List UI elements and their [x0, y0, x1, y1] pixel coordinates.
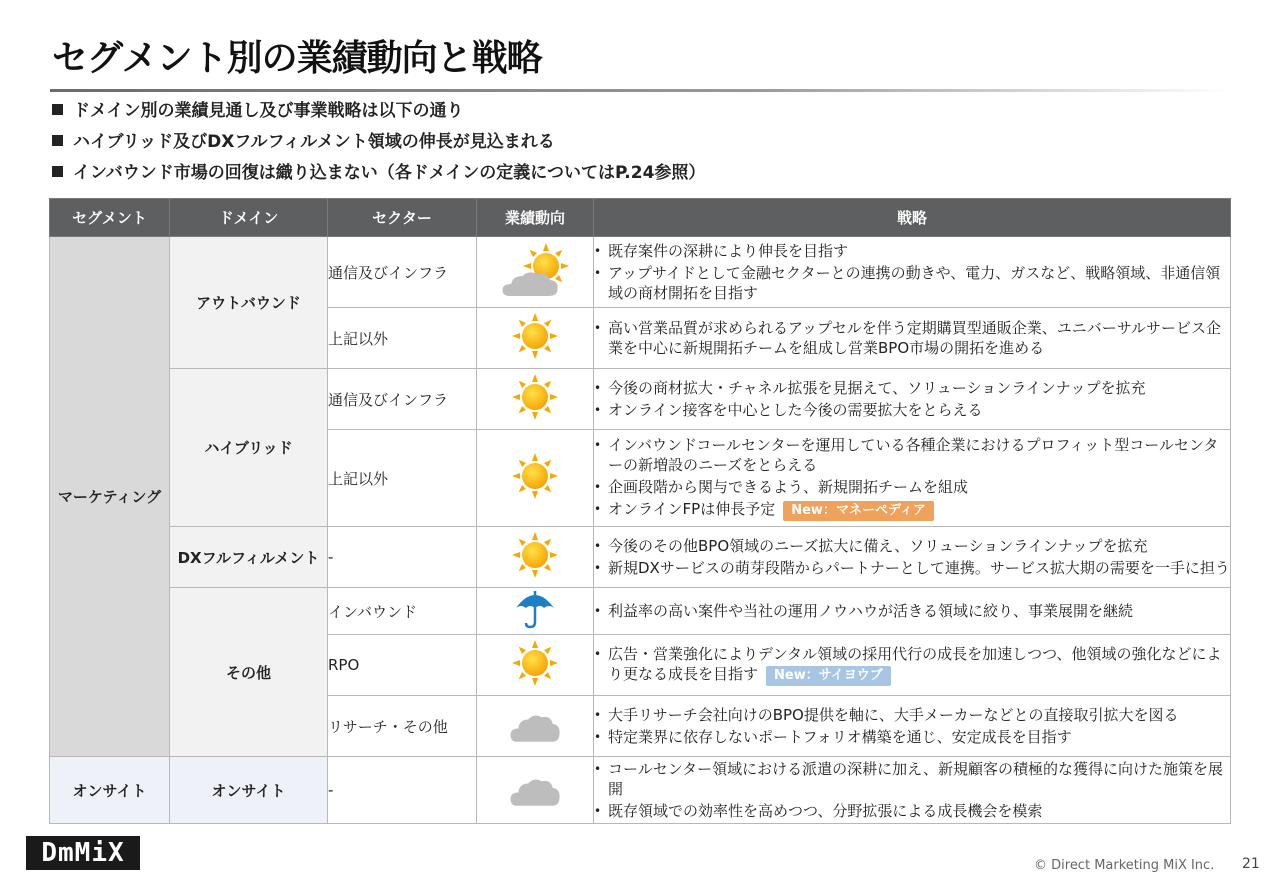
trend-cell: [477, 527, 594, 588]
summary-bullet: インバウンド市場の回復は織り込まない（各ドメインの定義についてはP.24参照）: [52, 162, 705, 193]
trend-cell: [477, 308, 594, 369]
domain-other: その他: [170, 588, 328, 757]
sector-cell: RPO: [328, 635, 477, 696]
title-divider: [50, 89, 1230, 92]
strategy-cell: [594, 588, 1231, 635]
strategy-item: • 今後の商材拡大・チャネル拡張を見据えて、ソリューションラインナップを拡充: [594, 379, 1146, 397]
summary-bullets: [52, 100, 705, 193]
strategy-item: • 既存案件の深耕により伸長を目指す: [594, 242, 849, 260]
domain-dx-fulfillment: DXフルフィルメント: [170, 527, 328, 588]
strategy-item: • コールセンター領域における派遣の深耕に加え、新規顧客の積極的な獲得に向けた施策を展開: [594, 760, 1224, 798]
sector-cell: -: [328, 757, 477, 824]
square-bullet-icon: [52, 104, 63, 115]
strategy-item: • インバウンドコールセンターを運用している各種企業におけるプロフィット型コールセンターの新増設のニーズをとらえる: [594, 436, 1219, 474]
strategy-item: • 新規DXサービスの萌芽段階からパートナーとして連携。サービス拡大期の需要を一手に担う: [594, 559, 1230, 577]
page-number: 21: [1242, 856, 1260, 872]
sector-cell: 通信及びインフラ: [328, 237, 477, 308]
sun-icon: [511, 312, 559, 360]
strategy-cell: [594, 430, 1231, 527]
sector-cell: リサーチ・その他: [328, 696, 477, 757]
segment-marketing: マーケティング: [50, 237, 170, 757]
summary-bullet: ドメイン別の業績見通し及び事業戦略は以下の通り: [52, 100, 705, 131]
new-badge: New：サイヨウブ: [766, 666, 891, 686]
table-row: [50, 588, 1231, 635]
trend-cell: [477, 430, 594, 527]
header-sector: セクター: [328, 199, 477, 237]
trend-cell: [477, 588, 594, 635]
segment-onsite: オンサイト: [50, 757, 170, 824]
header-segment: セグメント: [50, 199, 170, 237]
trend-cell: [477, 369, 594, 430]
strategy-item: • オンラインFPは伸長予定 New：マネーペディア: [594, 499, 1230, 521]
sector-cell: 上記以外: [328, 430, 477, 527]
new-badge: New：マネーペディア: [783, 501, 934, 521]
strategy-item: • アップサイドとして金融セクターとの連携の動きや、電力、ガスなど、戦略領域、非通信領域の商材開拓を目指す: [594, 264, 1221, 302]
header-strategy: 戦略: [594, 199, 1231, 237]
strategy-cell: [594, 237, 1231, 308]
table-row: [50, 757, 1231, 824]
table-row: [50, 369, 1231, 430]
trend-cell: [477, 237, 594, 308]
cloud-icon: [507, 704, 563, 744]
umbrella-icon: [513, 588, 557, 630]
strategy-item: • 既存領域での効率性を高めつつ、分野拡張による成長機会を模索: [594, 802, 1043, 820]
sector-cell: 上記以外: [328, 308, 477, 369]
domain-onsite: オンサイト: [170, 757, 328, 824]
strategy-cell: [594, 696, 1231, 757]
domain-outbound: アウトバウンド: [170, 237, 328, 369]
square-bullet-icon: [52, 135, 63, 146]
trend-cell: [477, 757, 594, 824]
trend-cell: [477, 696, 594, 757]
strategy-cell: [594, 757, 1231, 824]
strategy-item: • 利益率の高い案件や当社の運用ノウハウが活きる領域に絞り、事業展開を継続: [594, 602, 1134, 620]
sun-icon: [511, 452, 559, 500]
strategy-item: • 企画段階から関与できるよう、新規開拓チームを組成: [594, 478, 969, 496]
page-title: セグメント別の業績動向と戦略: [52, 38, 542, 79]
strategy-cell: [594, 635, 1231, 696]
square-bullet-icon: [52, 166, 63, 177]
strategy-item: • 特定業界に依存しないポートフォリオ構築を通じ、安定成長を目指す: [594, 728, 1072, 746]
sun-icon: [511, 639, 559, 687]
strategy-cell: [594, 369, 1231, 430]
sector-cell: 通信及びインフラ: [328, 369, 477, 430]
strategy-item: • 今後のその他BPO領域のニーズ拡大に備え、ソリューションラインナップを拡充: [594, 537, 1148, 555]
trend-cell: [477, 635, 594, 696]
summary-bullet: ハイブリッド及びDXフルフィルメント領域の伸長が見込まれる: [52, 131, 705, 162]
sector-cell: インバウンド: [328, 588, 477, 635]
company-logo: DmMiX: [26, 836, 140, 870]
sun-icon: [511, 531, 559, 579]
copyright-text: © Direct Marketing MiX Inc.: [1034, 858, 1215, 873]
strategy-item: • 広告・営業強化によりデンタル領域の採用代行の成長を加速しつつ、他領域の強化などにより更なる成長を目指す New：サイヨウブ: [594, 644, 1230, 686]
domain-hybrid: ハイブリッド: [170, 369, 328, 527]
strategy-cell: [594, 308, 1231, 369]
table-row: [50, 237, 1231, 308]
table-header-row: [50, 199, 1231, 237]
cloud-icon: [507, 768, 563, 808]
header-domain: ドメイン: [170, 199, 328, 237]
strategy-table: [49, 198, 1231, 824]
strategy-item: • 大手リサーチ会社向けのBPO提供を軸に、大手メーカーなどとの直接取引拡大を図る: [594, 706, 1179, 724]
strategy-item: • オンライン接客を中心とした今後の需要拡大をとらえる: [594, 401, 983, 419]
table-row: [50, 527, 1231, 588]
sun-behind-cloud-icon: [490, 240, 580, 300]
strategy-cell: [594, 527, 1231, 588]
sun-icon: [511, 373, 559, 421]
strategy-item: • 高い営業品質が求められるアップセルを伴う定期購買型通販企業、ユニバーサルサービス企業を中心に新規開拓チームを組成し営業BPO市場の開拓を進める: [594, 319, 1222, 357]
sector-cell: -: [328, 527, 477, 588]
header-trend: 業績動向: [477, 199, 594, 237]
